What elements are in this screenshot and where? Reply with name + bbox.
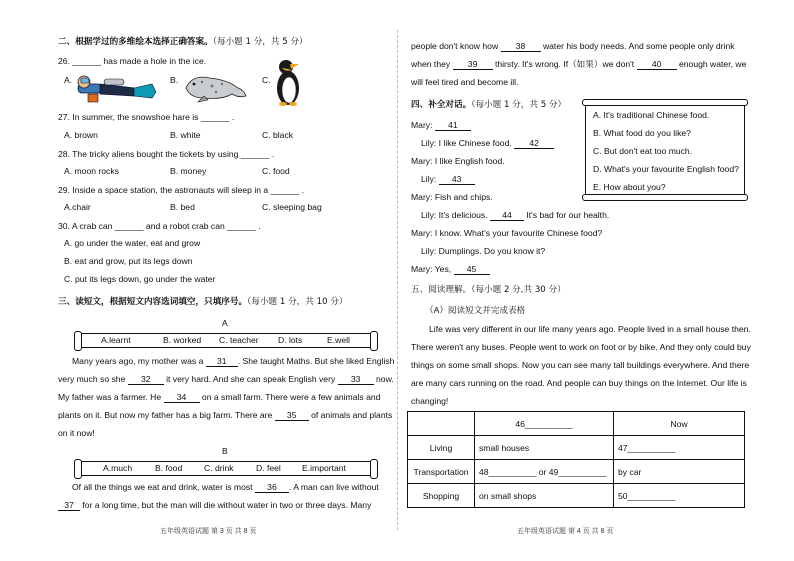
q26-stem: 26. ______ has made a hole in the ice. [58, 56, 207, 66]
dialogue-options-box [585, 103, 745, 197]
table-cell: Shopping [408, 484, 475, 508]
q30-option-a: A. go under the water, eat and grow [64, 238, 201, 248]
word-a-1: A.learnt [101, 335, 131, 345]
diver-illustration [76, 70, 158, 108]
passage-b-line-1: Of all the things we eat and drink, water is most 36 . A man can live without [72, 482, 379, 492]
table-cell: Now [614, 412, 745, 436]
word-b-4: D. feel [256, 463, 281, 473]
word-a-2: B. worked [163, 335, 202, 345]
dialogue-line-5: Mary: Fish and chips. [411, 192, 493, 202]
table-row [408, 436, 745, 460]
left-footer: 五年级英语试题 第 3 页 共 8 页 [160, 528, 257, 535]
passage-a-line-4: plants on it. But now my father has a big farm. There are 35 of animals and plants [58, 410, 393, 420]
passage-a-line-2: very much so she 32 it very hard. And she can speak English very 33 now. [58, 374, 394, 384]
table-cell: 48__________ or 49__________ [475, 460, 614, 484]
table-cell: small houses [475, 436, 614, 460]
table-row [408, 460, 745, 484]
q27-option-b: B. white [170, 130, 201, 140]
q26-option-b: B. [170, 75, 179, 85]
dialogue-option-a: A. It's traditional Chinese food. [593, 110, 710, 120]
dialogue-option-b: B. What food do you like? [593, 128, 691, 138]
word-b-3: C. drink [204, 463, 234, 473]
dialogue-line-4: Lily: 43 [421, 174, 475, 185]
table-cell [408, 412, 475, 436]
q27-stem: 27. In summer, the snowshoe hare is ______ . [58, 112, 235, 122]
section4-heading: 四、补全对话。（每小题 1 分，共 5 分） [411, 100, 567, 110]
passage-a-line-3: My father was a farmer. He 34 on a small farm. There were a few animals and [58, 392, 381, 402]
word-b-5: E.important [302, 463, 346, 473]
passage-b-cont-3: will feel tired and become ill. [411, 77, 519, 87]
q26-option-c: C. [262, 75, 271, 85]
dialogue-line-9: Mary: Yes, 45 [411, 264, 490, 275]
table-cell: Living [408, 436, 475, 460]
reading-line-3: things on some small shops. Now you can see many tall buildings everywhere. And there [411, 360, 750, 370]
q28-option-a: A. moon rocks [64, 166, 119, 176]
table-cell: 50__________ [614, 484, 745, 508]
word-a-4: D. lots [278, 335, 303, 345]
word-box-b [80, 461, 372, 476]
word-b-2: B. food [155, 463, 183, 473]
q30-option-b: B. eat and grow, put its legs down [64, 256, 193, 266]
table-cell: 47__________ [614, 436, 745, 460]
page-divider [397, 30, 398, 530]
reading-line-4: are many cars running on the road. And people can buy things on the Internet. Our life is [411, 378, 747, 388]
q28-option-b: B. money [170, 166, 207, 176]
section2-heading: 二、根据学过的多维绘本选择正确答案。（每小题 1 分，共 5 分） [58, 37, 308, 47]
right-footer: 五年级英语试题 第 4 页 共 8 页 [517, 528, 614, 535]
dialogue-line-6: Lily: It's delicious. 44 It's bad for our health. [421, 210, 610, 220]
dialogue-line-3: Mary: I like English food. [411, 156, 505, 166]
q29-option-c: C. sleeping bag [262, 202, 322, 212]
word-a-3: C. teacher [219, 335, 259, 345]
q29-option-a: A.chair [64, 202, 91, 212]
q28-option-c: C. food [262, 166, 290, 176]
box-b-title: B [222, 446, 228, 456]
q27-option-c: C. black [262, 130, 294, 140]
reading-line-1: Life was very different in our life many years ago. People lived in a small house then. [429, 324, 751, 334]
word-box-a [80, 333, 372, 348]
dialogue-line-7: Mary: I know. What's your favourite Chinese food? [411, 228, 603, 238]
dialogue-option-d: D. What's your favourite English food? [593, 164, 739, 174]
section5-sub: （A）阅读短文并完成表格 [425, 305, 526, 315]
q28-stem: 28. The tricky aliens bought the tickets by using ______ . [58, 149, 275, 159]
passage-b-cont-1: people don't know how 38 water his body needs. And some people only drink [411, 41, 735, 51]
section3-heading: 三、读短文，根据短文内容选词填空，只填序号。（每小题 1 分，共 10 分） [58, 297, 348, 307]
passage-b-line-2: 37 for a long time, but the man will die without water in two or three days. Many [58, 500, 371, 511]
penguin-illustration [272, 58, 306, 108]
q26-option-a: A. [64, 75, 73, 85]
box-a-title: A [222, 318, 228, 328]
table-cell: Transportation [408, 460, 475, 484]
q29-option-b: B. bed [170, 202, 195, 212]
dialogue-option-e: E. How about you? [593, 182, 666, 192]
passage-a-line-1: Many years ago, my mother was a 31 . She taught Maths. But she liked English [72, 356, 395, 366]
passage-b-cont-2: when they 39 thirsty. It's wrong. If（如果）we don't 40 enough water, we [411, 59, 747, 69]
q30-option-c: C. put its legs down, go under the water [64, 274, 216, 284]
dialogue-line-8: Lily: Dumplings. Do you know it? [421, 246, 546, 256]
table-cell: on small shops [475, 484, 614, 508]
q29-stem: 29. Inside a space station, the astronauts will sleep in a ______ . [58, 185, 305, 195]
section5-heading: 五、阅读理解。（每小题 2 分,共 30 分） [411, 285, 566, 295]
passage-a-line-5: on it now! [58, 428, 95, 438]
word-a-5: E.well [327, 335, 350, 345]
dialogue-option-c: C. But don't eat too much. [593, 146, 693, 156]
reading-line-5: changing! [411, 396, 449, 406]
dialogue-line-2: Lily: I like Chinese food. 42 [421, 138, 554, 149]
table-row [408, 484, 745, 508]
reading-line-2: There weren't any buses. People went to work on foot or by bike. And they only could buy [411, 342, 751, 352]
answer-table [407, 411, 745, 508]
q27-option-a: A. brown [64, 130, 98, 140]
table-row [408, 412, 745, 436]
word-b-1: A.much [103, 463, 133, 473]
q30-stem: 30. A crab can ______ and a robot crab can ______ . [58, 221, 261, 231]
table-cell: 46__________ [475, 412, 614, 436]
seal-illustration [182, 68, 250, 104]
dialogue-line-1: Mary: 41 [411, 120, 471, 131]
table-cell: by car [614, 460, 745, 484]
